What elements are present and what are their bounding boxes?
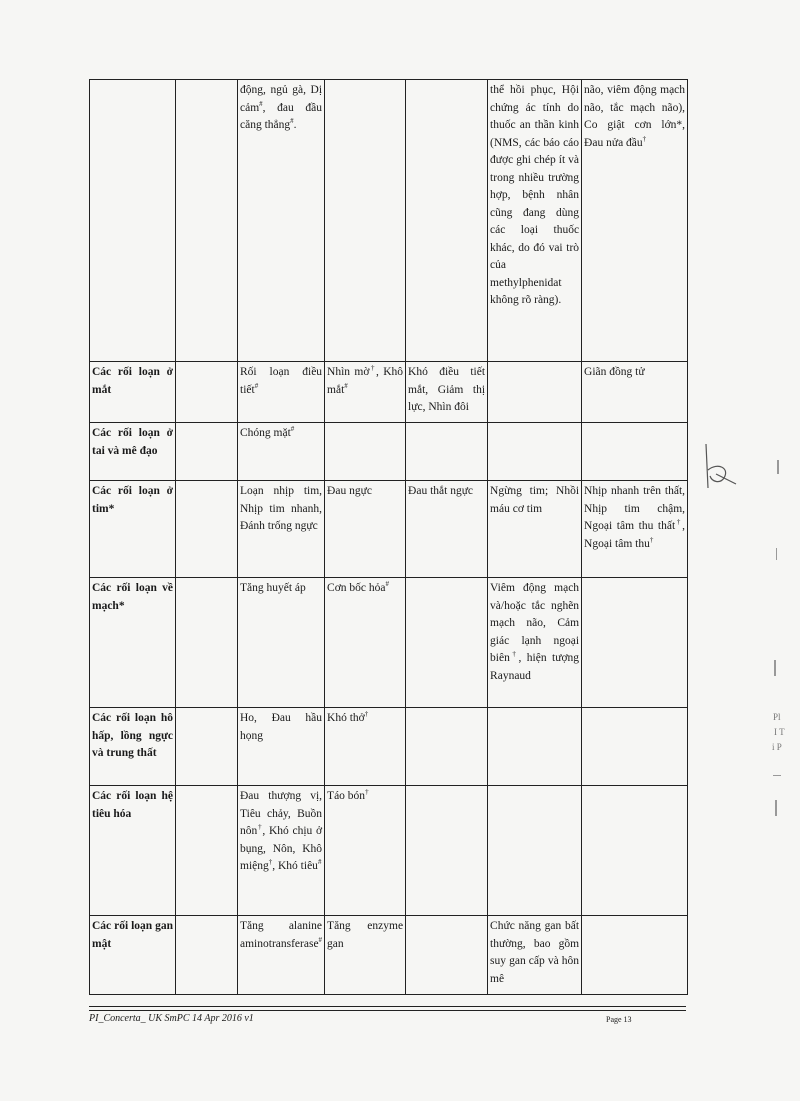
uncommon-cell: Nhìn mờ†, Khô mắt# — [325, 362, 406, 423]
very-common-cell — [176, 80, 238, 362]
rare-cell — [406, 916, 488, 995]
very-rare-cell — [488, 423, 582, 481]
footnote-marker: † — [365, 788, 369, 797]
scan-artifact — [773, 775, 781, 776]
very-common-cell — [176, 578, 238, 708]
very-common-cell — [176, 708, 238, 786]
rare-cell: Đau thắt ngực — [406, 481, 488, 578]
unknown-cell: Nhịp nhanh trên thất, Nhịp tim chậm, Ngoại tâm thu thất†, Ngoại tâm thu† — [582, 481, 688, 578]
footer-rule — [89, 1010, 686, 1011]
page-number: Page 13 — [606, 1015, 632, 1024]
scan-artifact — [775, 800, 777, 816]
footnote-marker: † — [257, 823, 263, 832]
rare-cell — [406, 423, 488, 481]
scan-artifact — [777, 460, 779, 474]
footnote-marker: # — [344, 381, 348, 390]
soc-cell: Các rối loạn ở mắt — [90, 362, 176, 423]
table-row — [90, 578, 688, 708]
unknown-cell: não, viêm động mạch não, tắc mạch não), Co giật cơn lớn*, Đau nửa đầu† — [582, 80, 688, 362]
table-row — [90, 423, 688, 481]
footnote-marker: † — [364, 710, 369, 719]
very-rare-cell: Ngừng tim; Nhồi máu cơ tim — [488, 481, 582, 578]
very-rare-cell: thể hồi phục, Hội chứng ác tính do thuốc an thần kinh (NMS, các báo cáo được ghi chép ít và trong nhiều trường hợp, bệnh nhân cũng đang dùng các loại thuốc khác, do đó vai trò của methylphenidat không rõ ràng). — [488, 80, 582, 362]
soc-cell — [90, 80, 176, 362]
soc-cell: Các rối loạn hô hấp, lồng ngực và trung thất — [90, 708, 176, 786]
soc-cell: Các rối loạn về mạch* — [90, 578, 176, 708]
common-cell: động, ngủ gà, Dị cảm#, đau đầu căng thẳng#. — [238, 80, 325, 362]
unknown-cell: Giãn đồng tử — [582, 362, 688, 423]
soc-cell: Các rối loạn hệ tiêu hóa — [90, 786, 176, 916]
footnote-marker: # — [290, 425, 295, 434]
table-body — [90, 80, 688, 995]
uncommon-cell: Táo bón† — [325, 786, 406, 916]
adverse-reactions-table — [89, 79, 688, 995]
soc-cell: Các rối loạn ở tim* — [90, 481, 176, 578]
very-rare-cell — [488, 362, 582, 423]
very-rare-cell: Viêm động mạch và/hoặc tắc nghẽn mạch não, Cảm giác lạnh ngoại biên†, hiện tượng Raynaud — [488, 578, 582, 708]
rare-cell: Khó điều tiết mắt, Giảm thị lực, Nhìn đôi — [406, 362, 488, 423]
rare-cell — [406, 80, 488, 362]
common-cell: Chóng mặt# — [238, 423, 325, 481]
scan-artifact — [774, 660, 776, 676]
uncommon-cell — [325, 80, 406, 362]
margin-mark: Pl — [773, 712, 781, 722]
footnote-marker: † — [675, 518, 683, 527]
very-common-cell — [176, 481, 238, 578]
scan-artifact — [776, 548, 777, 560]
footer-document-id: PI_Concerta_ UK SmPC 14 Apr 2016 v1 — [89, 1013, 254, 1024]
footnote-marker: † — [649, 535, 654, 544]
table-row — [90, 481, 688, 578]
footer-rule — [89, 1006, 686, 1007]
rare-cell — [406, 708, 488, 786]
common-cell: Tăng huyết áp — [238, 578, 325, 708]
very-rare-cell — [488, 786, 582, 916]
common-cell: Rối loạn điều tiết# — [238, 362, 325, 423]
table-row — [90, 80, 688, 362]
table-row — [90, 786, 688, 916]
common-cell: Loạn nhịp tim, Nhịp tim nhanh, Đánh trống ngực — [238, 481, 325, 578]
footnote-marker: # — [317, 858, 322, 867]
very-rare-cell — [488, 708, 582, 786]
very-common-cell — [176, 786, 238, 916]
rare-cell — [406, 578, 488, 708]
footnote-marker: # — [318, 935, 323, 944]
uncommon-cell: Đau ngực — [325, 481, 406, 578]
footnote-marker: † — [268, 858, 273, 867]
soc-cell: Các rối loạn ở tai và mê đạo — [90, 423, 176, 481]
margin-mark: I T — [774, 727, 785, 737]
table-row — [90, 362, 688, 423]
unknown-cell — [582, 786, 688, 916]
unknown-cell — [582, 578, 688, 708]
table-row — [90, 916, 688, 995]
margin-mark: i P — [772, 742, 782, 752]
footnote-marker: # — [254, 381, 259, 390]
handwritten-mark-icon — [700, 440, 740, 500]
footnote-marker: # — [385, 580, 390, 589]
very-common-cell — [176, 916, 238, 995]
very-rare-cell: Chức năng gan bất thường, bao gồm suy gan cấp và hôn mê — [488, 916, 582, 995]
unknown-cell — [582, 708, 688, 786]
footnote-marker: † — [369, 364, 376, 373]
soc-cell: Các rối loạn gan mật — [90, 916, 176, 995]
uncommon-cell: Cơn bốc hỏa# — [325, 578, 406, 708]
rare-cell — [406, 786, 488, 916]
table-row — [90, 708, 688, 786]
footnote-marker: † — [642, 134, 647, 143]
uncommon-cell — [325, 423, 406, 481]
common-cell: Đau thượng vị, Tiêu chảy, Buồn nôn†, Khó chịu ở bụng, Nôn, Khô miệng†, Khó tiêu# — [238, 786, 325, 916]
unknown-cell — [582, 423, 688, 481]
uncommon-cell: Khó thở† — [325, 708, 406, 786]
footnote-marker: † — [509, 650, 519, 659]
very-common-cell — [176, 362, 238, 423]
unknown-cell — [582, 916, 688, 995]
uncommon-cell: Tăng enzyme gan — [325, 916, 406, 995]
very-common-cell — [176, 423, 238, 481]
common-cell: Ho, Đau hầu họng — [238, 708, 325, 786]
footnote-marker: # — [290, 117, 294, 126]
common-cell: Tăng alanine aminotransferase# — [238, 916, 325, 995]
footnote-marker: # — [259, 99, 263, 108]
